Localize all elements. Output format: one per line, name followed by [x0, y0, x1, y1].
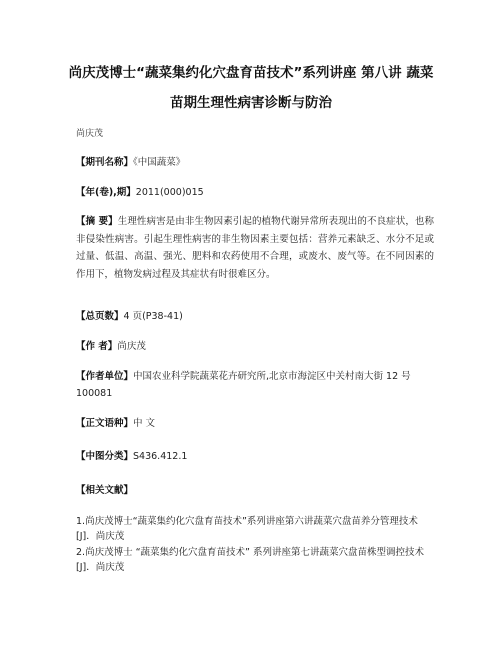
author-field [76, 338, 434, 355]
affiliation-field [76, 368, 434, 402]
journal-value: 《中国蔬菜》 [133, 157, 186, 168]
affiliation-value: 中国农业科学院蔬菜花卉研究所,北京市海淀区中关村南大街 12 号 100081 [76, 371, 411, 399]
abstract-label: 【摘 要】 [76, 216, 118, 227]
related-item[interactable]: 2.尚庆茂博士 “蔬菜集约化穴盘育苗技术” 系列讲座第七讲蔬菜穴盘苗株型调控技术 [J]．尚庆茂 [76, 547, 424, 573]
related-heading: 【相关文献】 [76, 485, 134, 496]
language-value: 中 文 [133, 418, 156, 429]
abstract-text: 生理性病害是由非生物因素引起的植物代谢异常所表现出的不良症状，也称非侵染性病害。引起生理性病害的非生物因素主要包括：营养元素缺乏、水分不足或过量、低温、高温、强光、肥料和农药使用不合理，或废水、废气等。在不同因素的作用下，植物发病过程及其症状有时很难区分。 [76, 216, 434, 280]
journal-field [76, 154, 434, 171]
affiliation-label: 【作者单位】 [76, 371, 134, 382]
classification-label: 【中图分类】 [76, 451, 134, 462]
pages-value: 4 页(P38-41) [123, 311, 183, 322]
author-label: 【作 者】 [76, 341, 118, 352]
related-item[interactable]: 1.尚庆茂博士“蔬菜集约化穴盘育苗技术”系列讲座第六讲蔬菜穴盘苗养分管理技术 [J]．尚庆茂 [76, 516, 418, 542]
author-line: 尚庆茂 [76, 129, 104, 139]
language-label: 【正文语种】 [76, 418, 134, 429]
year-issue-label: 【年(卷),期】 [76, 187, 136, 198]
classification-value: S436.412.1 [133, 451, 188, 462]
journal-label: 【期刊名称】 [76, 157, 134, 168]
pages-label: 【总页数】 [76, 311, 124, 322]
author-value: 尚庆茂 [117, 341, 146, 352]
language-field [76, 415, 434, 432]
pages-field [76, 308, 434, 325]
year-issue-value: 2011(000)015 [135, 187, 204, 198]
classification-field [76, 448, 434, 465]
year-issue-field [76, 184, 434, 201]
abstract-field [76, 213, 434, 283]
document-title: 尚庆茂博士“蔬菜集约化穴盘育苗技术”系列讲座 第八讲 蔬菜苗期生理性病害诊断与防治 [68, 65, 434, 111]
